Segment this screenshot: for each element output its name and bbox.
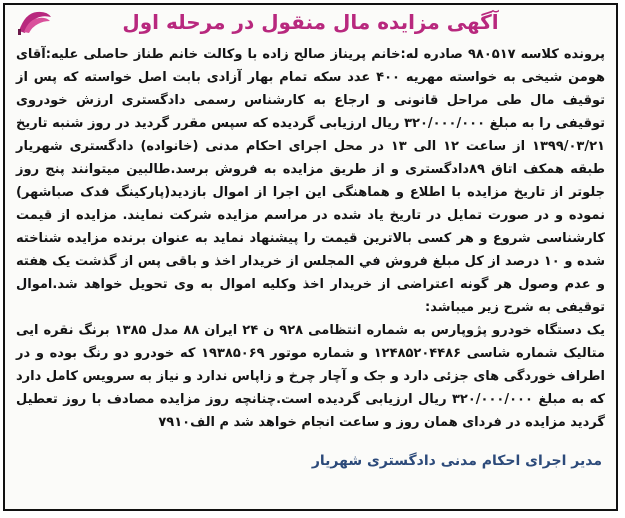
notice-title: آگهی مزایده مال منقول در مرحله اول [122,10,499,34]
flag-emblem-icon [15,9,55,35]
notice-frame [3,3,618,511]
notice-signature: مدیر اجرای احکام مدنی دادگستری شهریار [311,453,602,469]
notice-paragraph-vehicle: یک دستگاه خودرو پژوپارس به شماره انتظامی ۹۲۸ ن ۲۴ ایران ۸۸ مدل ۱۳۸۵ برنگ نقره ایی متالیک شماره شاسی ۱۲۴۸۵۲۰۴۴۸۶ و شماره موتور ۱۹۳۸۵۰۶۹ که خودرو دو رنگ بوده و در اطراف خوردگی های جزئی دارد و جک و آچار چرخ و زاپاس ندارد و نیاز به سرویس کامل دارد که به مبلغ ۳۲۰/۰۰۰/۰۰۰ ریال ارزیابی گردیده است.چنانچه روز مزایده مصادف با روز تعطیل گردید مزایده در فردای همان روز و ساعت انجام خواهد شد م الف۷۹۱۰ [16,323,606,430]
notice-body [16,43,605,434]
notice-paragraph-case: پرونده کلاسه ۹۸۰۵۱۷ صادره له:خانم پریناز صالح زاده با وکالت خانم طناز حاصلی علیه:آقای هومن شیخی به خواسته مهریه ۴۰۰ عدد سکه تمام بهار آزادی بابت اصل خواسته که پس از توقیف مال طی مراحل قانونی و ارجاع به کارشناس رسمی دادگستری ارزش خودروی توقیفی را به مبلغ ۳۲۰/۰۰۰/۰۰۰ ریال ارزیابی گردیده که سپس مقرر گردید در روز شنبه تاریخ ۱۳۹۹/۰۳/۲۱ از ساعت ۱۲ الی ۱۳ در محل اجرای احکام مدنی (خانواده) دادگستری شهریار طبقه همکف اتاق ۸۹دادگستری و از طریق مزایده به فروش برسد.طالبین میتوانند پنج روز جلوتر از تاریخ مزایده با اطلاع و هماهنگی این اجرا از اموال بازدید(پارکینگ فدک صباشهر) نموده و در صورت تمایل در تاریخ یاد شده در مراسم مزایده شرکت نمایند. مزایده از قیمت کارشناسی شروع و هر کسی بالاترین قیمت را پیشنهاد نماید به عنوان برنده مزایده شناخته شده و ۱۰ درصد از کل مبلغ فروش في المجلس از خریدار اخذ و باقی پس از گذشت یک هفته و عدم وصول هر گونه اعتراضی از خریدار اخذ وکلیه اموال به وی تحویل خواهد شد.اموال توقیفی به شرح زیر میباشد: [16,47,605,315]
